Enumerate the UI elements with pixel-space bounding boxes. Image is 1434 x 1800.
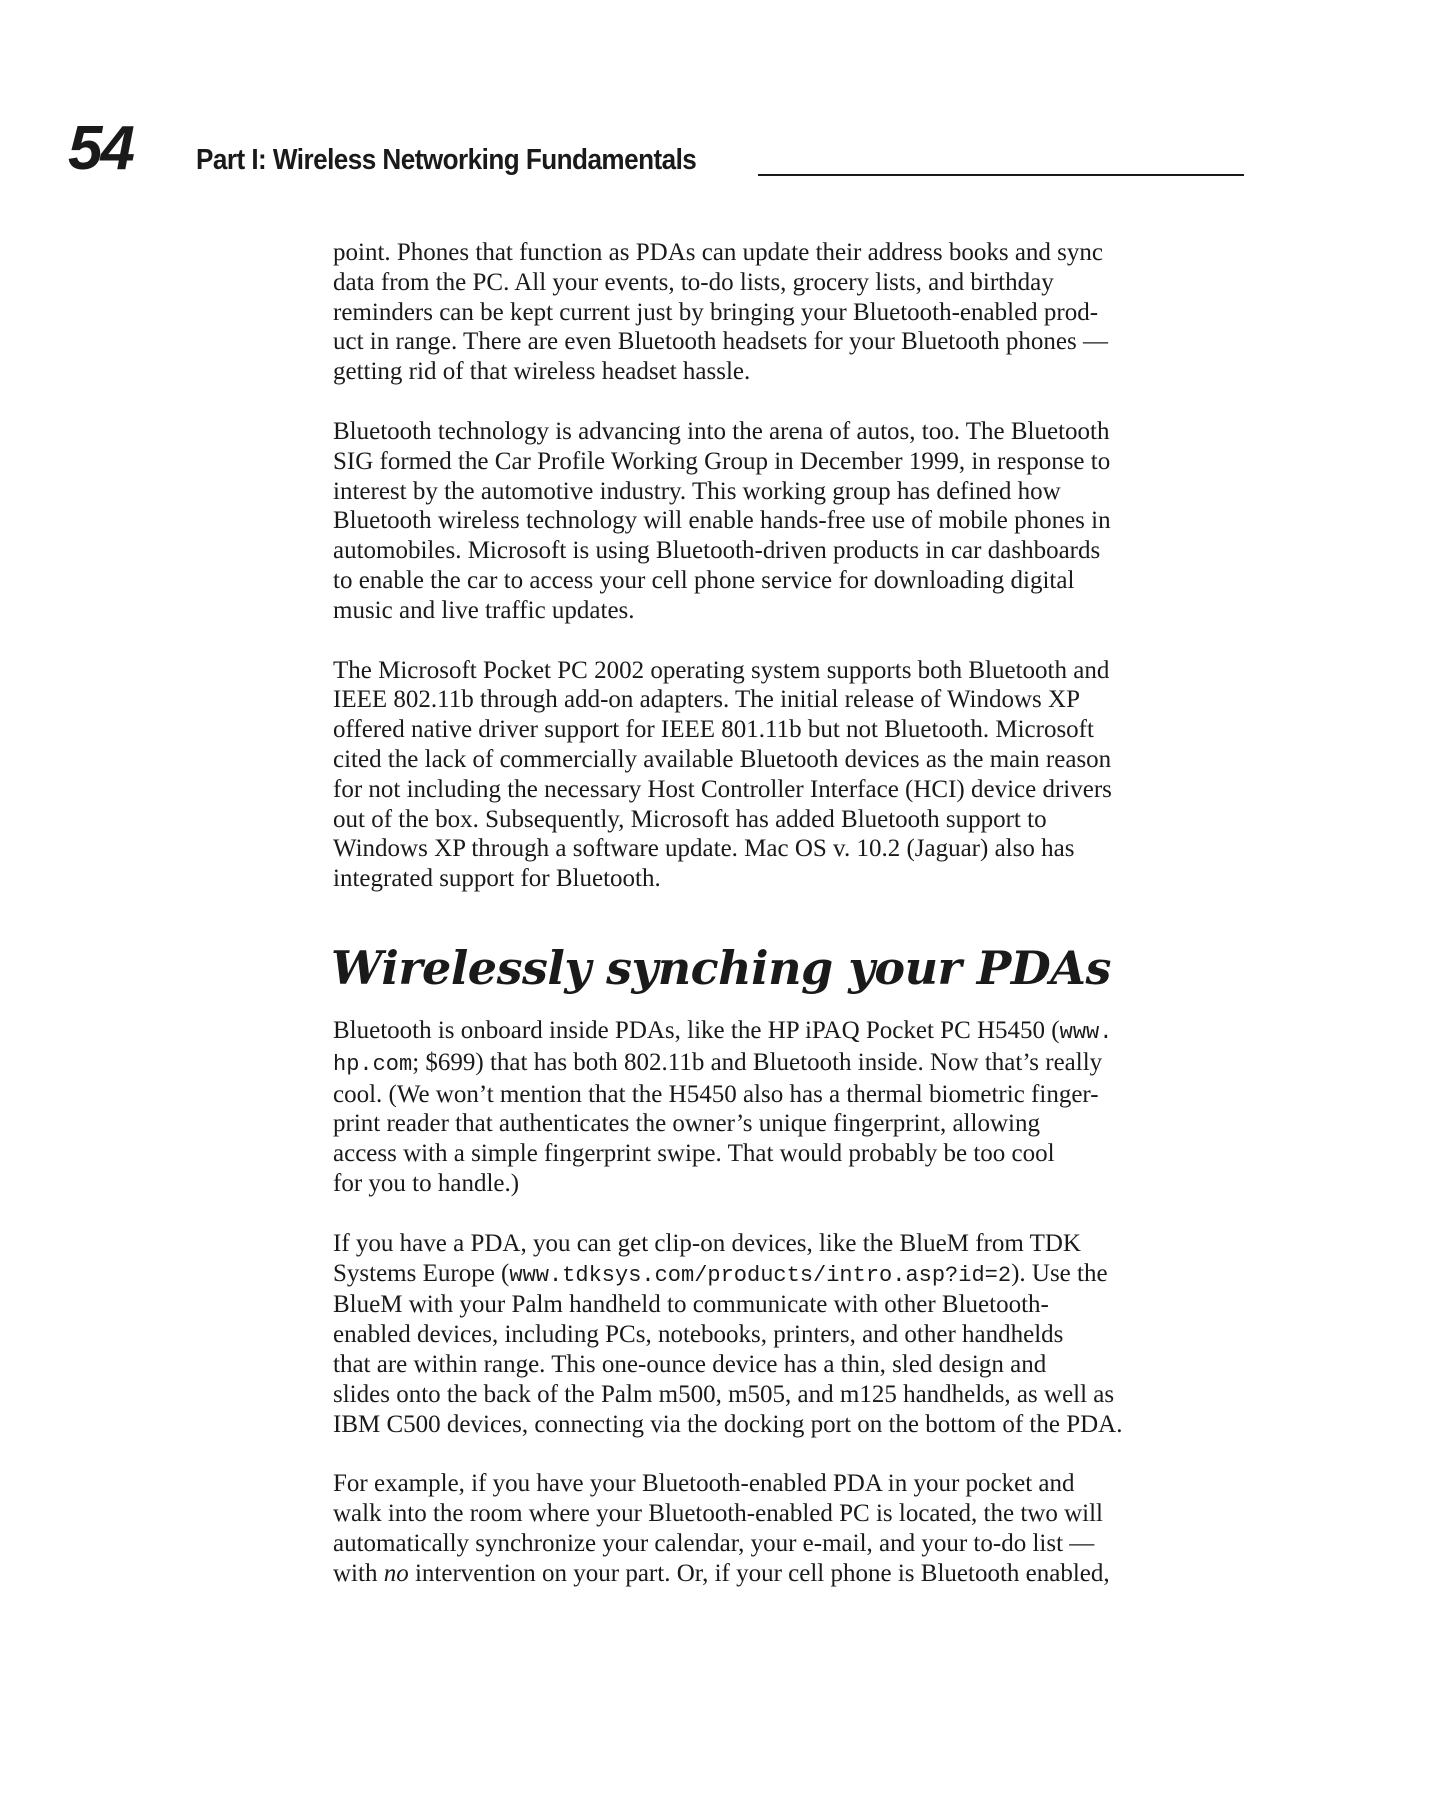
text-line: For example, if you have your Bluetooth-enabled PDA in your pocket and <box>333 1470 1075 1498</box>
text-run: ). Use the <box>1011 1259 1108 1287</box>
text-line: music and live traffic updates. <box>333 596 635 624</box>
section-heading: Wirelessly synching your PDAs <box>331 940 1111 995</box>
text-line: interest by the automotive industry. This working group has defined how <box>333 477 1061 505</box>
text-line: point. Phones that function as PDAs can update their address books and sync <box>333 239 1104 266</box>
text-run: Bluetooth is onboard inside PDAs, like the HP iPAQ Pocket PC H5450 ( <box>333 1016 1060 1044</box>
text-line: automobiles. Microsoft is using Bluetooth-driven products in car dashboards <box>333 537 1101 565</box>
text-run: Systems Europe ( <box>333 1259 510 1287</box>
running-head-rule <box>758 174 1244 176</box>
text-line: to enable the car to access your cell phone service for downloading digital <box>333 566 1075 594</box>
paragraph-2 <box>333 417 1249 626</box>
text-line: Windows XP through a software update. Mac OS v. 10.2 (Jaguar) also has <box>333 835 1075 863</box>
text-line: automatically synchronize your calendar, your e-mail, and your to-do list — <box>333 1529 1095 1557</box>
running-head-title: Part I: Wireless Networking Fundamentals <box>196 144 697 176</box>
paragraph-3 <box>333 656 1249 894</box>
text-line: walk into the room where your Bluetooth-enabled PC is located, the two will <box>333 1500 1103 1528</box>
text-line: for you to handle.) <box>333 1169 520 1197</box>
text-line <box>333 1016 1249 1048</box>
text-line: IEEE 802.11b through add-on adapters. The initial release of Windows XP <box>333 686 1080 714</box>
text-line: print reader that authenticates the owner’s unique fingerprint, allowing <box>333 1110 1040 1138</box>
page-number: 54 <box>68 114 133 183</box>
url-text: hp.com <box>333 1051 413 1077</box>
body-content <box>333 238 1249 1618</box>
paragraph-4 <box>333 1016 1249 1199</box>
text-run: with <box>333 1559 384 1587</box>
text-line: cool. (We won’t mention that the H5450 also has a thermal biometric finger- <box>333 1080 1099 1108</box>
text-line: out of the box. Subsequently, Microsoft has added Bluetooth support to <box>333 805 1047 833</box>
text-line: that are within range. This one-ounce device has a thin, sled design and <box>333 1350 1047 1378</box>
emphasis-text: no <box>383 1559 409 1587</box>
paragraph-1 <box>333 238 1249 387</box>
text-line: reminders can be kept current just by bringing your Bluetooth-enabled prod- <box>333 298 1099 326</box>
text-line: access with a simple fingerprint swipe. That would probably be too cool <box>333 1140 1055 1168</box>
url-text: www.tdksys.com/products/intro.asp?id=2 <box>509 1262 1012 1288</box>
text-line: for not including the necessary Host Controller Interface (HCI) device drivers <box>333 775 1112 803</box>
text-line: slides onto the back of the Palm m500, m505, and m125 handhelds, as well as <box>333 1380 1115 1408</box>
text-line: SIG formed the Car Profile Working Group in December 1999, in response to <box>333 447 1111 475</box>
text-run: ; $699) that has both 802.11b and Bluetooth inside. Now that’s really <box>412 1048 1103 1076</box>
text-line <box>333 1048 1249 1080</box>
text-line: The Microsoft Pocket PC 2002 operating system supports both Bluetooth and <box>333 656 1110 684</box>
text-line: cited the lack of commercially available Bluetooth devices as the main reason <box>333 745 1112 773</box>
text-run: intervention on your part. Or, if your cell phone is Bluetooth enabled, <box>408 1559 1110 1587</box>
text-line: Bluetooth wireless technology will enable hands-free use of mobile phones in <box>333 507 1111 535</box>
paragraph-6 <box>333 1469 1249 1588</box>
text-line: Bluetooth technology is advancing into the arena of autos, too. The Bluetooth <box>333 417 1110 445</box>
text-line: offered native driver support for IEEE 801.11b but not Bluetooth. Microsoft <box>333 716 1094 744</box>
text-line: IBM C500 devices, connecting via the docking port on the bottom of the PDA. <box>333 1410 1123 1438</box>
url-text: www. <box>1059 1019 1113 1045</box>
text-line: enabled devices, including PCs, notebooks, printers, and other handhelds <box>333 1321 1064 1349</box>
paragraph-5 <box>333 1229 1249 1440</box>
text-line <box>333 1259 1249 1291</box>
text-line: data from the PC. All your events, to-do lists, grocery lists, and birthday <box>333 268 1054 296</box>
text-line: uct in range. There are even Bluetooth headsets for your Bluetooth phones — <box>333 328 1109 356</box>
text-line: getting rid of that wireless headset hassle. <box>333 358 751 386</box>
text-line: integrated support for Bluetooth. <box>333 865 661 893</box>
text-line <box>333 1559 1249 1589</box>
text-line: If you have a PDA, you can get clip-on devices, like the BlueM from TDK <box>333 1229 1081 1257</box>
text-line: BlueM with your Palm handheld to communicate with other Bluetooth- <box>333 1291 1049 1319</box>
